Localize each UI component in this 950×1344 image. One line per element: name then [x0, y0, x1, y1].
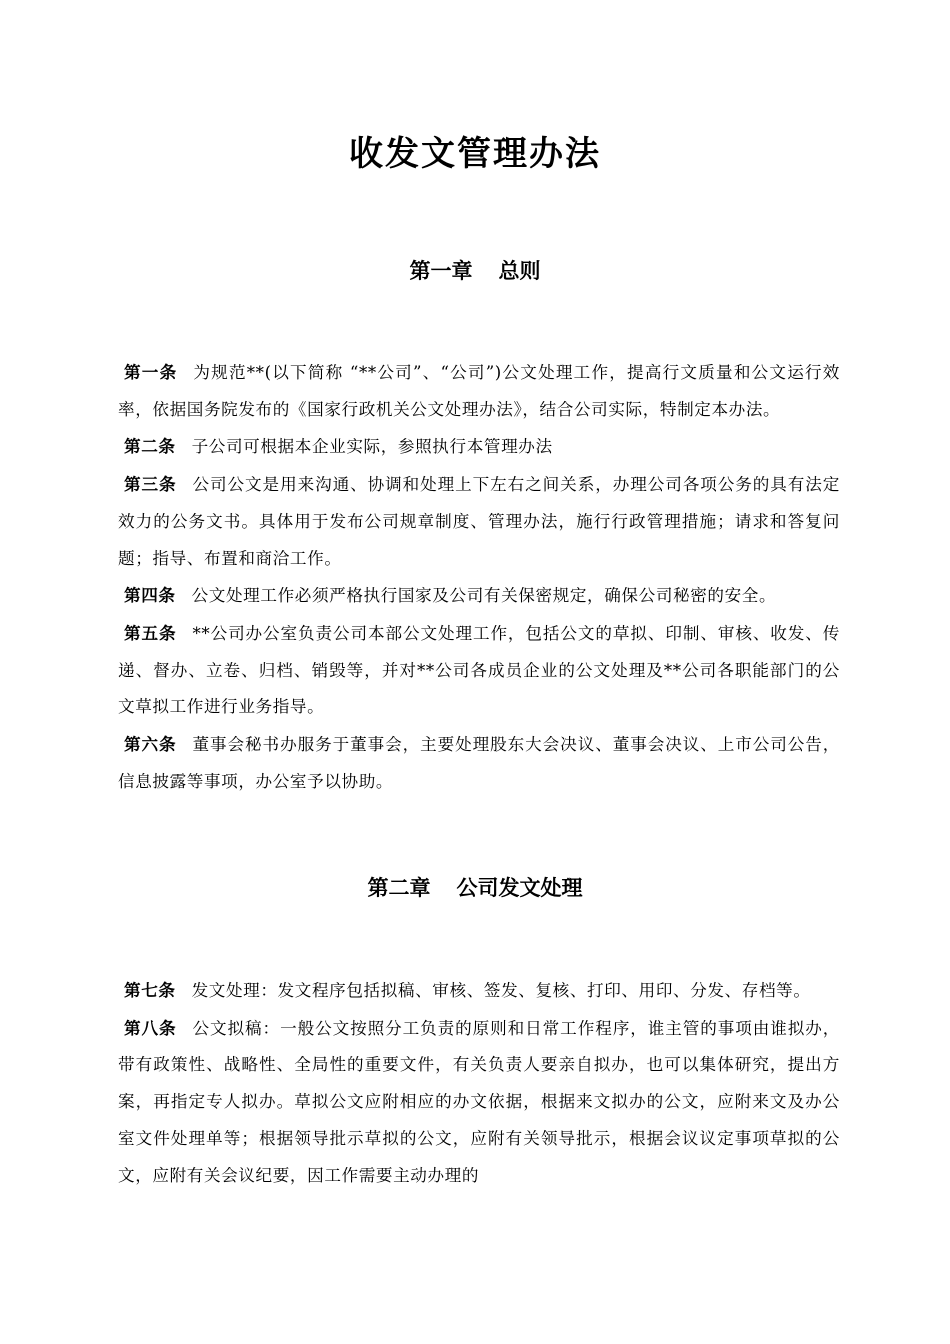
article-text: 为规范**(以下简称 “**公司”、“公司”)公文处理工作，提高行文质量和公文运行效率，依据国务院发布的《国家行政机关公文处理办法》，结合公司实际，特制定本办法。: [118, 363, 840, 419]
article-number: 第四条: [124, 585, 176, 606]
article-text: 董事会秘书办服务于董事会，主要处理股东大会决议、董事会决议、上市公司公告，信息披露等事项，办公室予以协助。: [118, 735, 840, 791]
article-number: 第三条: [124, 474, 177, 495]
article-3: [118, 466, 840, 577]
article-text: 公文拟稿：一般公文按照分工负责的原则和日常工作程序，谁主管的事项由谁拟办，带有政策性、战略性、全局性的重要文件，有关负责人要亲自拟办，也可以集体研究，提出方案，再指定专人拟办。草拟公文应附相应的办文依据，根据来文拟办的公文，应附来文及办公室文件处理单等；根据领导批示草拟的公文，应附有关领导批示，根据会议议定事项草拟的公文，应附有关会议纪要，因工作需要主动办理的: [118, 1018, 840, 1185]
article-text: 子公司可根据本企业实际，参照执行本管理办法: [191, 437, 553, 457]
chapter-heading-2: [0, 873, 950, 903]
article-2: [118, 428, 840, 466]
article-number: 第八条: [124, 1017, 177, 1038]
article-5: [118, 615, 840, 726]
chapter-number: 第二章: [367, 875, 431, 900]
article-number: 第五条: [124, 622, 177, 643]
article-8: [118, 1010, 840, 1195]
article-number: 第六条: [124, 734, 177, 755]
chapter-2-body: [118, 972, 840, 1194]
article-1: [118, 354, 840, 428]
article-7: [118, 972, 840, 1010]
chapter-name: 总则: [498, 258, 541, 283]
article-number: 第七条: [124, 980, 176, 1000]
document-title: 收发文管理办法: [349, 134, 601, 174]
article-text: **公司办公室负责公司本部公文处理工作，包括公文的草拟、印制、审核、收发、传递、督办、立卷、归档、销毁等，并对**公司各成员企业的公文处理及**公司各职能部门的公文草拟工作进行业务指导。: [118, 623, 840, 717]
article-number: 第二条: [124, 436, 176, 457]
article-text: 公文处理工作必须严格执行国家及公司有关保密规定，确保公司秘密的安全。: [191, 586, 777, 606]
article-4: [118, 577, 840, 615]
article-text: 发文处理：发文程序包括拟稿、审核、签发、复核、打印、用印、分发、存档等。: [191, 981, 811, 1000]
article-text: 公司公文是用来沟通、协调和处理上下左右之间关系，办理公司各项公务的具有法定效力的公务文书。具体用于发布公司规章制度、管理办法，施行行政管理措施；请求和答复问题；指导、布置和商洽工作。: [118, 475, 840, 568]
chapter-1-body: [118, 354, 840, 800]
chapter-number: 第一章: [409, 258, 473, 283]
chapter-name: 公司发文处理: [456, 875, 583, 900]
article-6: [118, 726, 840, 800]
chapter-heading-1: [0, 256, 950, 286]
article-number: 第一条: [124, 362, 178, 382]
